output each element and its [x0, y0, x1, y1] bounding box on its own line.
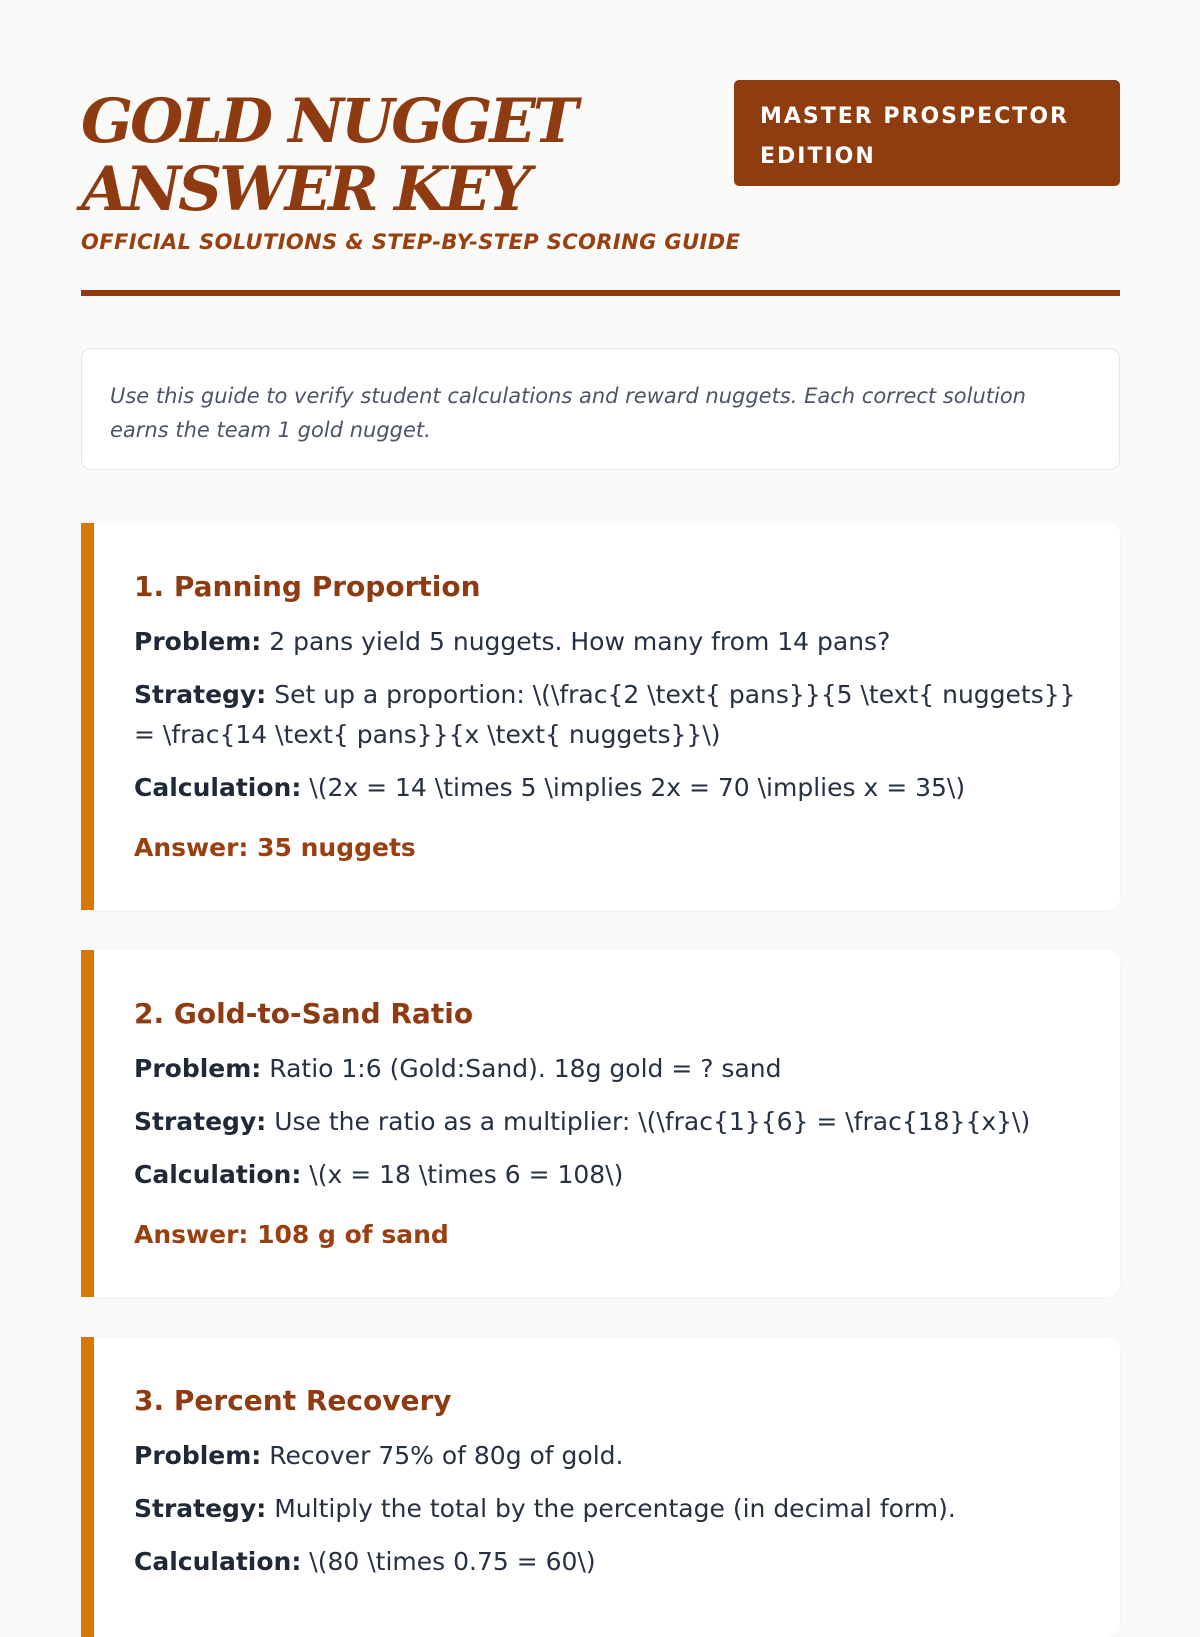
calculation-text: \(2x = 14 \times 5 \implies 2x = 70 \implies x = 35\) — [309, 773, 966, 802]
strategy-text: Multiply the total by the percentage (in decimal form). — [274, 1494, 956, 1523]
card-title: 3. Percent Recovery — [134, 1384, 452, 1417]
calculation-label: Calculation: — [134, 1160, 302, 1189]
strategy-text: Set up a proportion: \(\frac{2 \text{ pans}}{5 \text{ nuggets}} = \frac{14 \text{ pans}}{x \text{ nuggets}}\) — [134, 680, 1076, 749]
calculation-label: Calculation: — [134, 1547, 302, 1576]
problem-label: Problem: — [134, 1054, 262, 1083]
answer-text: Answer: 35 nuggets — [134, 833, 416, 862]
strategy-line — [134, 675, 1080, 755]
strategy-line — [134, 1489, 1080, 1529]
problem-line — [134, 1436, 1080, 1476]
calculation-line — [134, 1542, 1080, 1582]
problem-text: 2 pans yield 5 nuggets. How many from 14 pans? — [269, 627, 891, 656]
problem-label: Problem: — [134, 1441, 262, 1470]
card-title: 2. Gold-to-Sand Ratio — [134, 997, 474, 1030]
calculation-line — [134, 1155, 1080, 1195]
problem-line — [134, 622, 1080, 662]
strategy-label: Strategy: — [134, 680, 267, 709]
page-header — [81, 0, 1120, 296]
solution-card-gold-to-sand-ratio — [81, 950, 1120, 1297]
edition-badge: MASTER PROSPECTOR EDITION — [734, 80, 1120, 186]
problem-line — [134, 1049, 1080, 1089]
calculation-line — [134, 768, 1080, 808]
solution-card-panning-proportion — [81, 523, 1120, 910]
intro-text: Use this guide to verify student calculations and reward nuggets. Each correct solution earns the team 1 gold nugget. — [110, 384, 1026, 442]
page-subtitle: OFFICIAL SOLUTIONS & STEP-BY-STEP SCORING GUIDE — [81, 230, 741, 254]
page-title: GOLD NUGGET ANSWER KEY — [81, 86, 576, 225]
answer-text: Answer: 108 g of sand — [134, 1220, 449, 1249]
strategy-label: Strategy: — [134, 1494, 267, 1523]
problem-label: Problem: — [134, 627, 262, 656]
calculation-text: \(80 \times 0.75 = 60\) — [309, 1547, 596, 1576]
solution-card-percent-recovery — [81, 1337, 1120, 1637]
strategy-line — [134, 1102, 1080, 1142]
strategy-label: Strategy: — [134, 1107, 267, 1136]
strategy-text: Use the ratio as a multiplier: \(\frac{1}{6} = \frac{18}{x}\) — [274, 1107, 1031, 1136]
problem-text: Recover 75% of 80g of gold. — [269, 1441, 624, 1470]
calculation-text: \(x = 18 \times 6 = 108\) — [309, 1160, 624, 1189]
calculation-label: Calculation: — [134, 773, 302, 802]
intro-note — [81, 348, 1120, 470]
problem-text: Ratio 1:6 (Gold:Sand). 18g gold = ? sand — [269, 1054, 782, 1083]
card-title: 1. Panning Proportion — [134, 570, 481, 603]
answer-key-page — [81, 0, 1120, 1576]
